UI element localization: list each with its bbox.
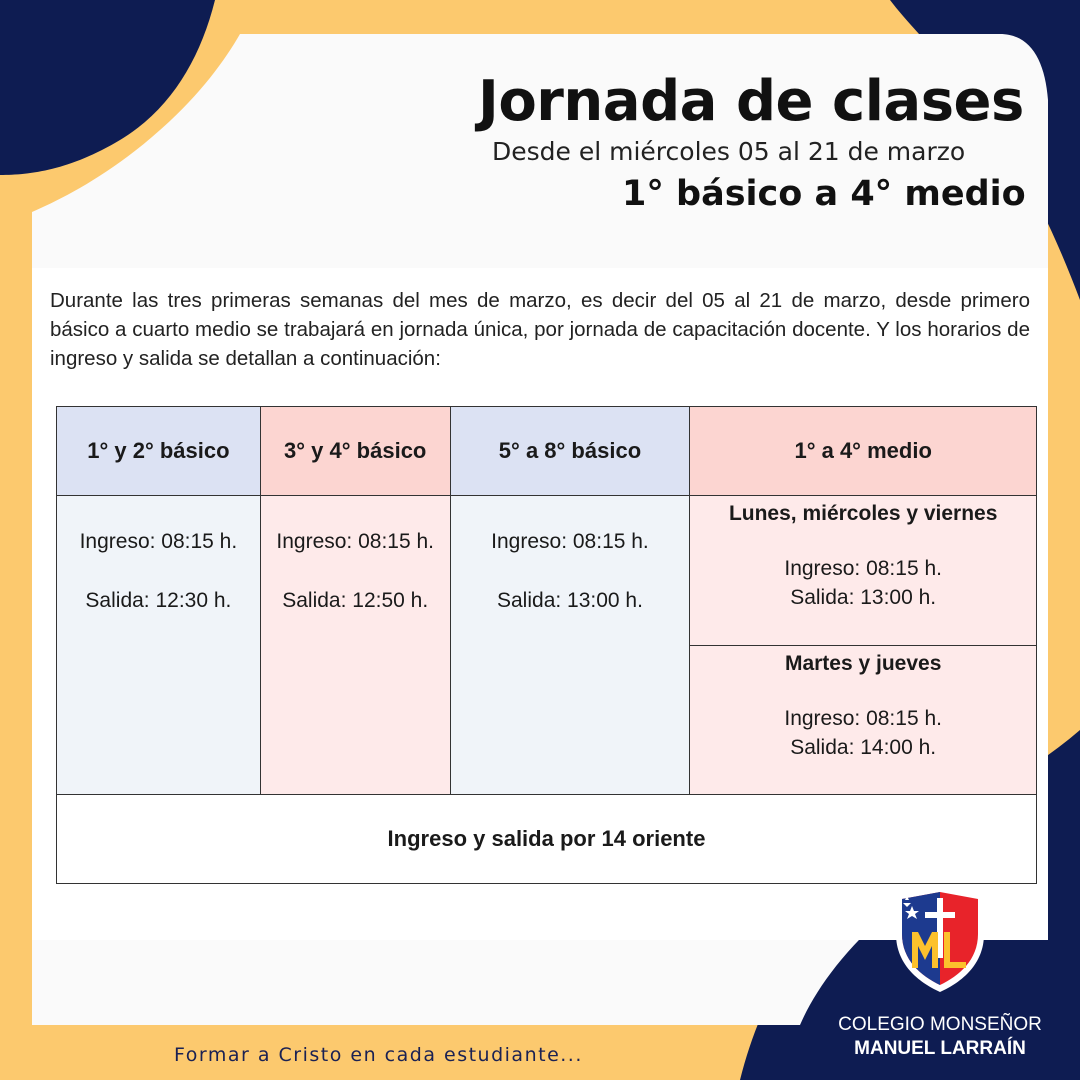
- schedule-cell-5-8-basico: [450, 496, 690, 795]
- days-label: Martes y jueves: [784, 651, 942, 675]
- entry-time: Ingreso: 08:15 h.: [276, 530, 435, 553]
- page-title: Jornada de clases: [478, 69, 1024, 134]
- entry-time: Ingreso: 08:15 h.: [491, 530, 649, 553]
- school-name-line1: COLEGIO MONSEÑOR: [838, 1014, 1042, 1035]
- entry-time: Ingreso: 08:15 h. Salida: 13:00 h.: [784, 557, 942, 609]
- days-label: Lunes, miércoles y viernes: [728, 502, 998, 525]
- table-footer-row: [57, 795, 1037, 884]
- entrance-note: Ingreso y salida por 14 oriente: [57, 795, 1037, 884]
- schedule-cell-medio-lmv: [690, 496, 1037, 646]
- grade-levels-heading: 1° básico a 4° medio: [622, 174, 1026, 214]
- exit-time: Salida: 12:50 h.: [282, 589, 429, 612]
- entry-time: Ingreso: 08:15 h. Salida: 14:00 h.: [784, 706, 942, 759]
- table-row: [57, 496, 1037, 646]
- school-slogan: Formar a Cristo en cada estudiante...: [174, 1044, 583, 1066]
- school-name-line2: MANUEL LARRAÍN: [854, 1038, 1026, 1059]
- schedule-cell-3-4-basico: [260, 496, 450, 795]
- header-cell: 1° a 4° medio: [690, 407, 1037, 496]
- header-cell: 5° a 8° básico: [450, 407, 690, 496]
- exit-time: Salida: 13:00 h.: [497, 589, 643, 612]
- exit-time: Salida: 12:30 h.: [85, 589, 232, 612]
- table-header-row: [57, 407, 1037, 496]
- date-range-subtitle: Desde el miércoles 05 al 21 de marzo: [492, 137, 966, 166]
- intro-paragraph: Durante las tres primeras semanas del mes de marzo, es decir del 05 al 21 de marzo, desde primero básico a cuarto medio se trabajará en jornada única, por jornada de capacitación docente. Y los horarios de ingreso y salida se detallan a continuación:: [50, 289, 1030, 370]
- schedule-cell-1-2-basico: [57, 496, 261, 795]
- entry-time: Ingreso: 08:15 h.: [79, 530, 238, 553]
- header-cell: 3° y 4° básico: [260, 407, 450, 496]
- school-crest-icon: [892, 884, 988, 994]
- schedule-table: [56, 406, 1037, 884]
- schedule-cell-medio-mj: [690, 645, 1037, 795]
- header-cell: 1° y 2° básico: [57, 407, 261, 496]
